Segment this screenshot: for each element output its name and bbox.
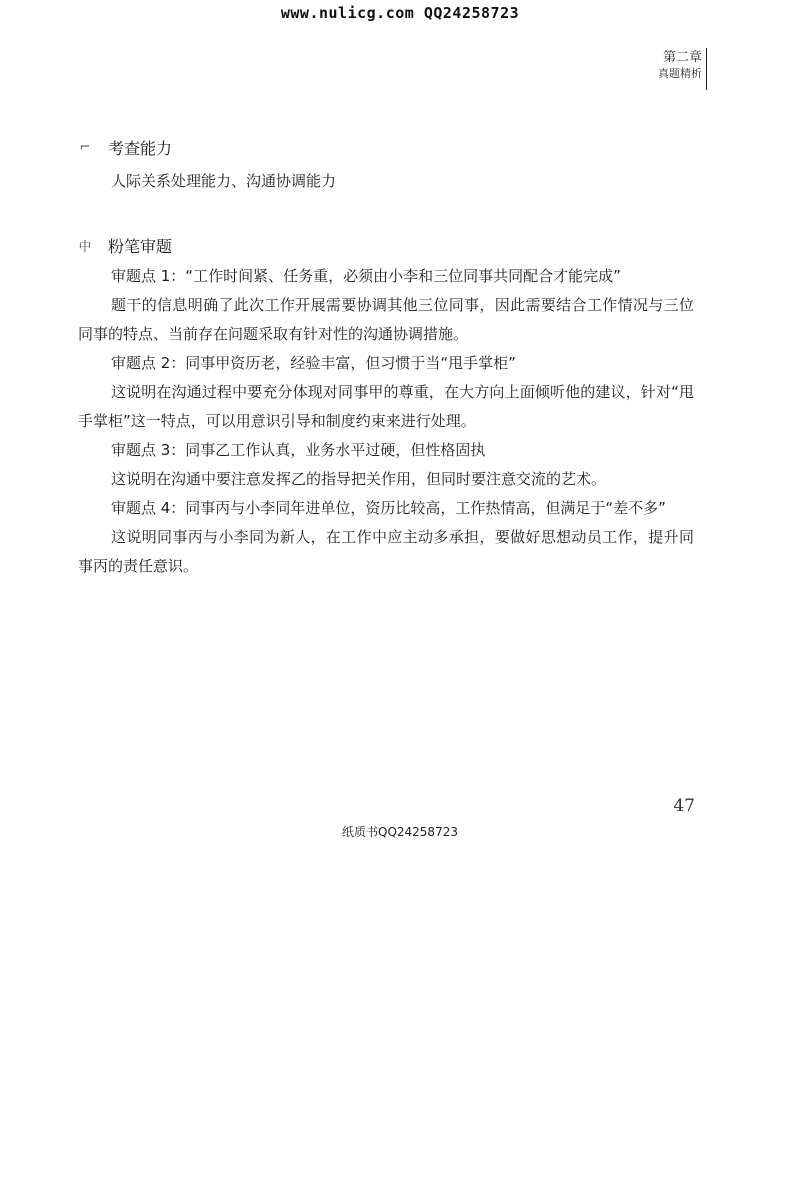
top-watermark: www.nulicg.com QQ24258723 (280, 4, 520, 22)
ability-marker-icon: ⌐ (79, 139, 91, 155)
ability-section (78, 136, 694, 196)
review-explanation-1: 题干的信息明确了此次工作开展需要协调其他三位同事，因此需要结合工作情况与三位同事的特点、当前存在问题采取有针对性的沟通协调措施。 (78, 296, 694, 343)
running-head (658, 50, 702, 81)
page-number: 47 (673, 796, 695, 816)
chapter-label: 第二章 (662, 50, 702, 65)
review-heading-text: 粉笔审题 (108, 236, 173, 256)
review-explanation-4: 这说明同事丙与小李同为新人，在工作中应主动多承担，要做好思想动员工作，提升同事丙的责任意识。 (78, 528, 694, 575)
review-section (78, 234, 694, 581)
review-body (78, 262, 694, 581)
ability-text: 人际关系处理能力、沟通协调能力 (111, 172, 337, 190)
section-label: 真题精析 (658, 66, 702, 80)
review-point-1: 审题点 1：“工作时间紧、任务重，必须由小李和三位同事共同配合才能完成” (111, 267, 621, 285)
review-point-4: 审题点 4：同事丙与小李同年进单位，资历比较高，工作热情高，但满足于“差不多” (111, 499, 666, 517)
running-head-rule (706, 48, 707, 90)
ability-heading (78, 136, 694, 158)
review-explanation-3: 这说明在沟通中要注意发挥乙的指导把关作用，但同时要注意交流的艺术。 (111, 470, 607, 488)
review-marker: 中 (78, 239, 92, 255)
review-explanation-2: 这说明在沟通过程中要充分体现对同事甲的尊重，在大方向上面倾听他的建议，针对“甩手掌柜”这一特点，可以用意识引导和制度约束来进行处理。 (78, 383, 694, 430)
review-heading (78, 234, 694, 256)
review-point-2: 审题点 2：同事甲资历老，经验丰富，但习惯于当“甩手掌柜” (111, 354, 516, 372)
bottom-watermark: 纸质书QQ24258723 (342, 825, 458, 839)
ability-heading-text: 考查能力 (108, 138, 173, 158)
review-point-3: 审题点 3：同事乙工作认真，业务水平过硬，但性格固执 (111, 441, 486, 459)
